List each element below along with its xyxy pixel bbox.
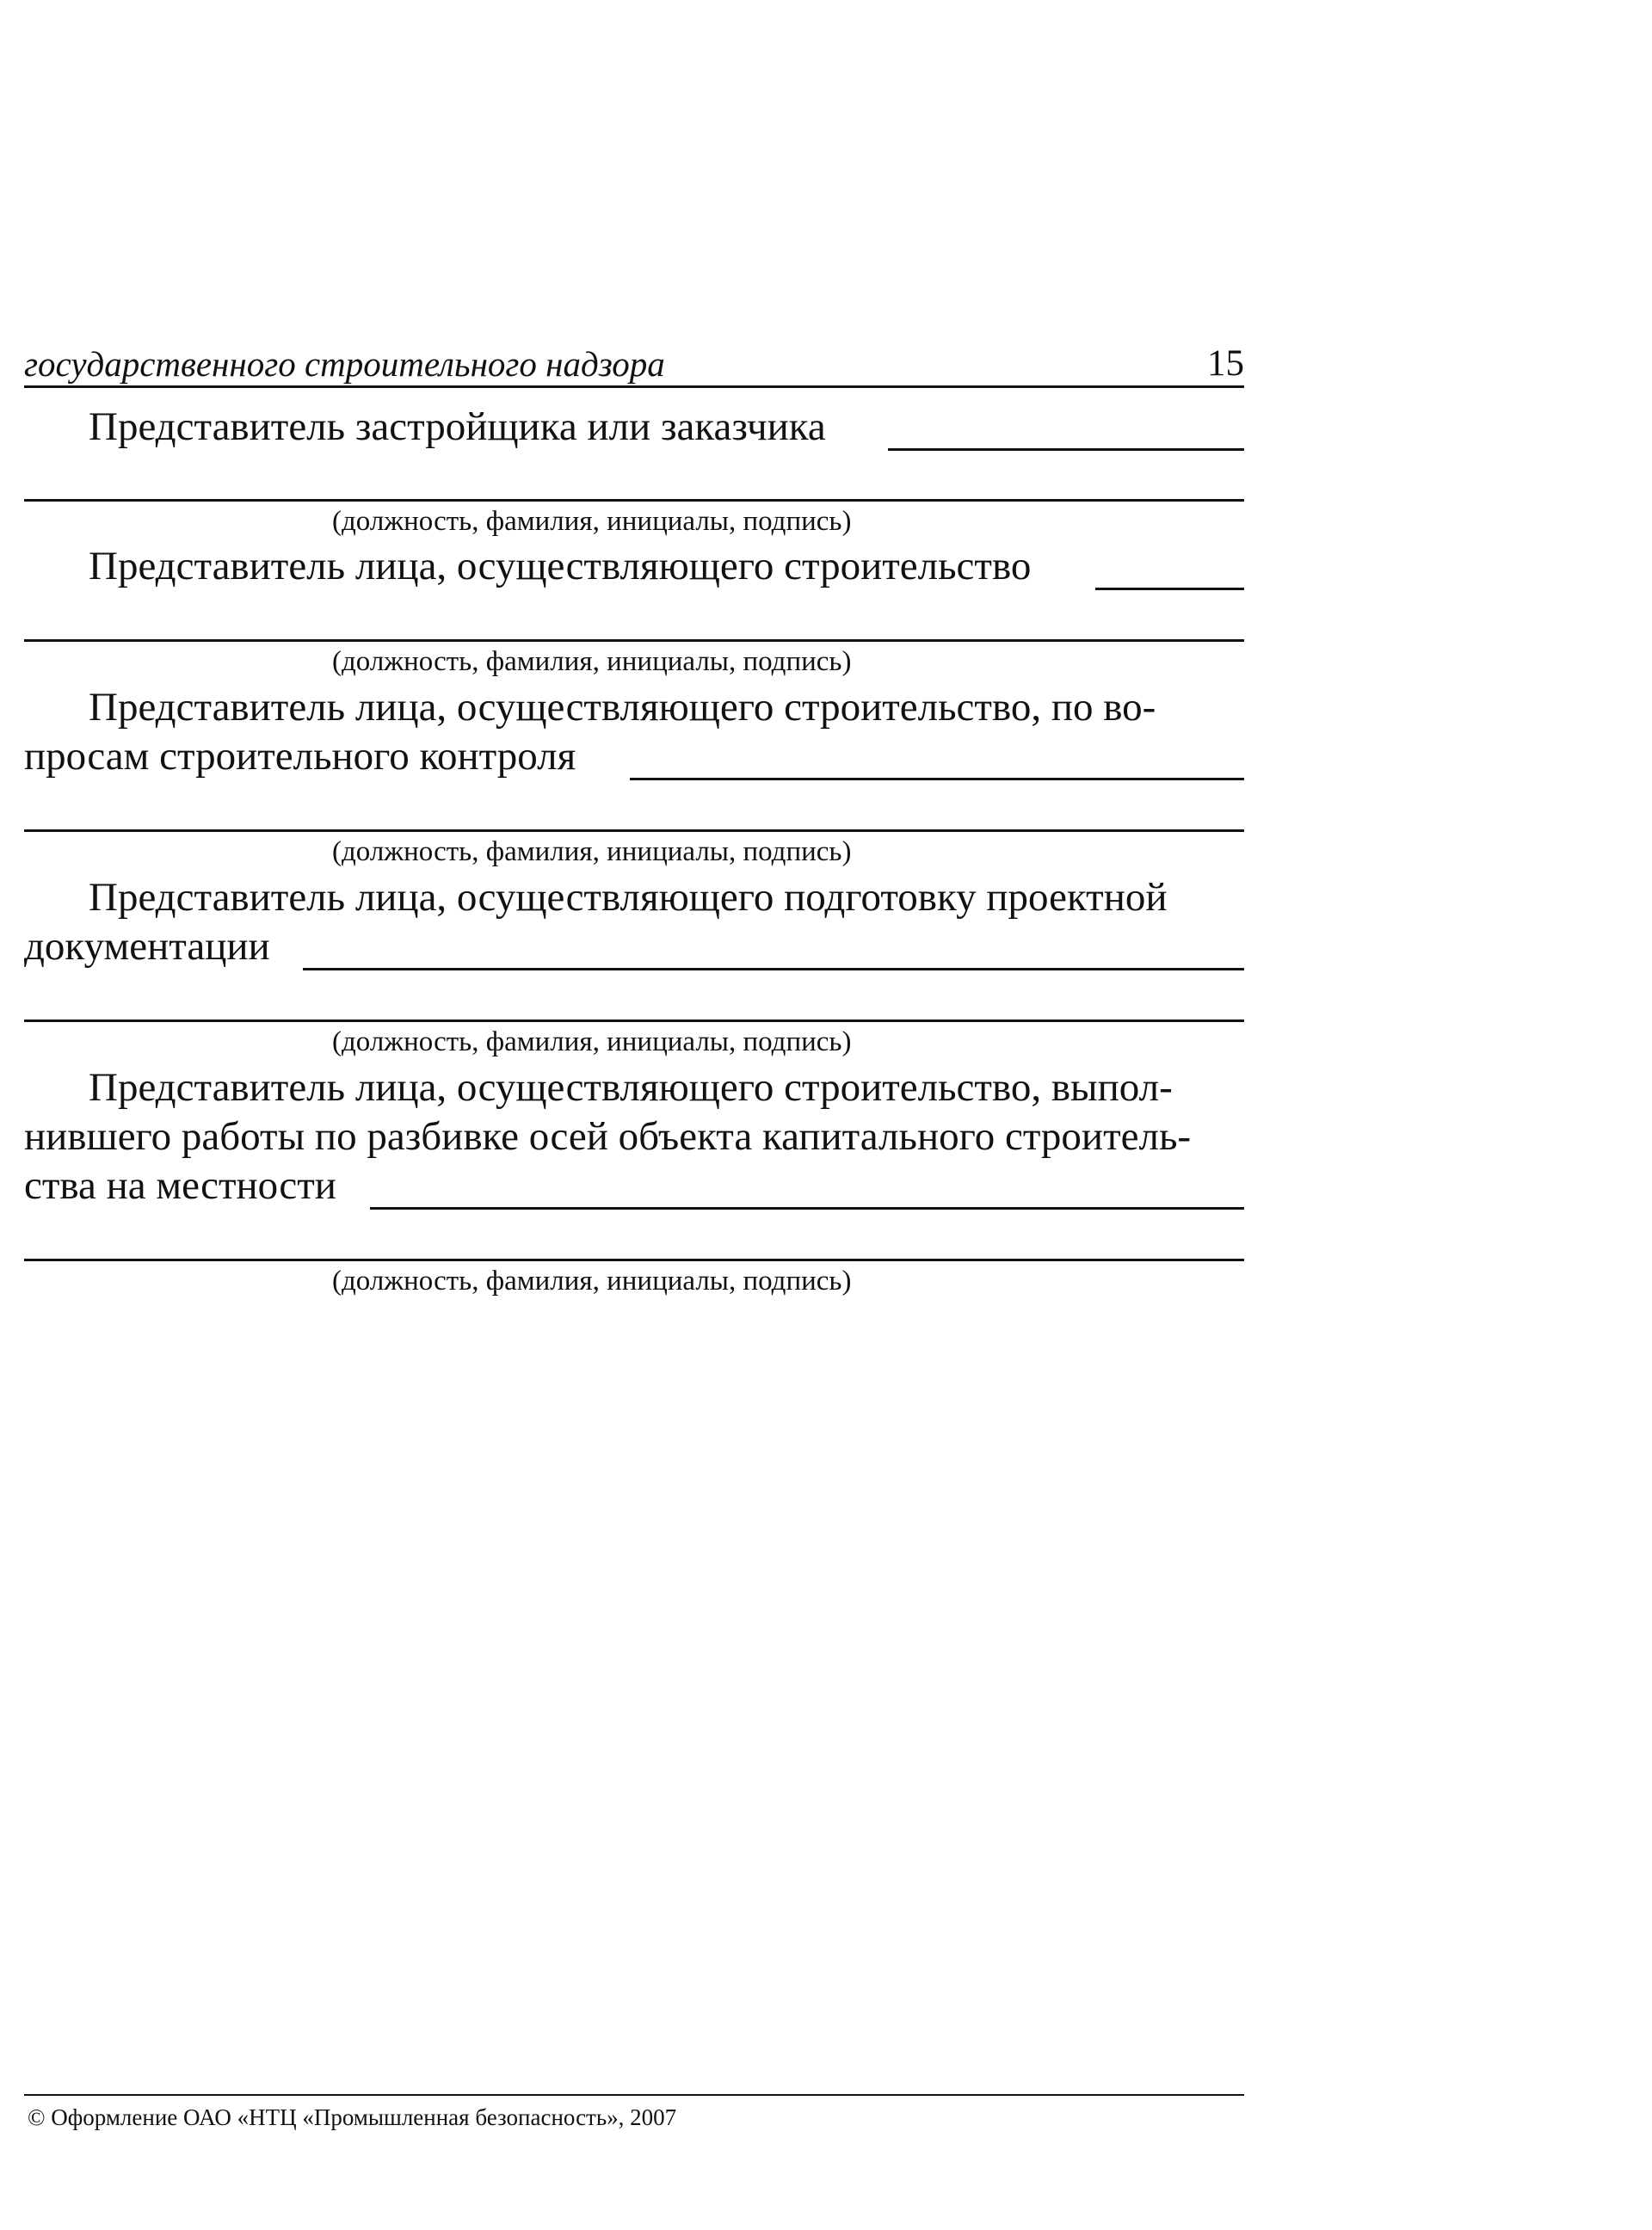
- block-2-caption: (должность, фамилия, инициалы, подпись): [332, 646, 852, 677]
- block-5-signature-line[interactable]: [24, 1259, 1244, 1261]
- block-1-line-1: Представитель застройщика или заказчика: [89, 404, 826, 449]
- block-5-line-3: ства на местности: [24, 1163, 336, 1208]
- block-3-line-1: Представитель лица, осуществляющего строительство, по во-: [89, 685, 1156, 730]
- block-5-caption: (должность, фамилия, инициалы, подпись): [332, 1266, 852, 1297]
- block-3-line-2: просам строительного контроля: [24, 734, 576, 779]
- block-2-line-1: Представитель лица, осуществляющего строительство: [89, 544, 1032, 588]
- block-2-fill-line[interactable]: [1095, 588, 1244, 590]
- block-4-line-1: Представитель лица, осуществляющего подготовку проектной: [89, 875, 1168, 920]
- block-1-signature-line[interactable]: [24, 499, 1244, 502]
- block-1-caption: (должность, фамилия, инициалы, подпись): [332, 506, 852, 537]
- block-5-line-2: нившего работы по разбивке осей объекта капитального строитель-: [24, 1114, 1192, 1159]
- running-header-title: государственного строительного надзора: [24, 344, 665, 384]
- block-3-signature-line[interactable]: [24, 829, 1244, 832]
- block-4-caption: (должность, фамилия, инициалы, подпись): [332, 1026, 852, 1057]
- block-1-fill-line[interactable]: [888, 448, 1244, 451]
- block-4-fill-line[interactable]: [303, 968, 1244, 970]
- block-3-caption: (должность, фамилия, инициалы, подпись): [332, 836, 852, 867]
- block-3-fill-line[interactable]: [630, 778, 1244, 780]
- footer-rule: [24, 2094, 1244, 2096]
- page-number: 15: [1207, 343, 1244, 384]
- block-5-line-1: Представитель лица, осуществляющего строительство, выпол-: [89, 1065, 1173, 1110]
- block-2-signature-line[interactable]: [24, 639, 1244, 642]
- running-header: [24, 336, 1244, 388]
- block-5-fill-line[interactable]: [370, 1207, 1244, 1210]
- block-4-signature-line[interactable]: [24, 1020, 1244, 1022]
- block-4-line-2: документации: [24, 924, 270, 969]
- footer-copyright: © Оформление ОАО «НТЦ «Промышленная безопасность», 2007: [28, 2104, 677, 2130]
